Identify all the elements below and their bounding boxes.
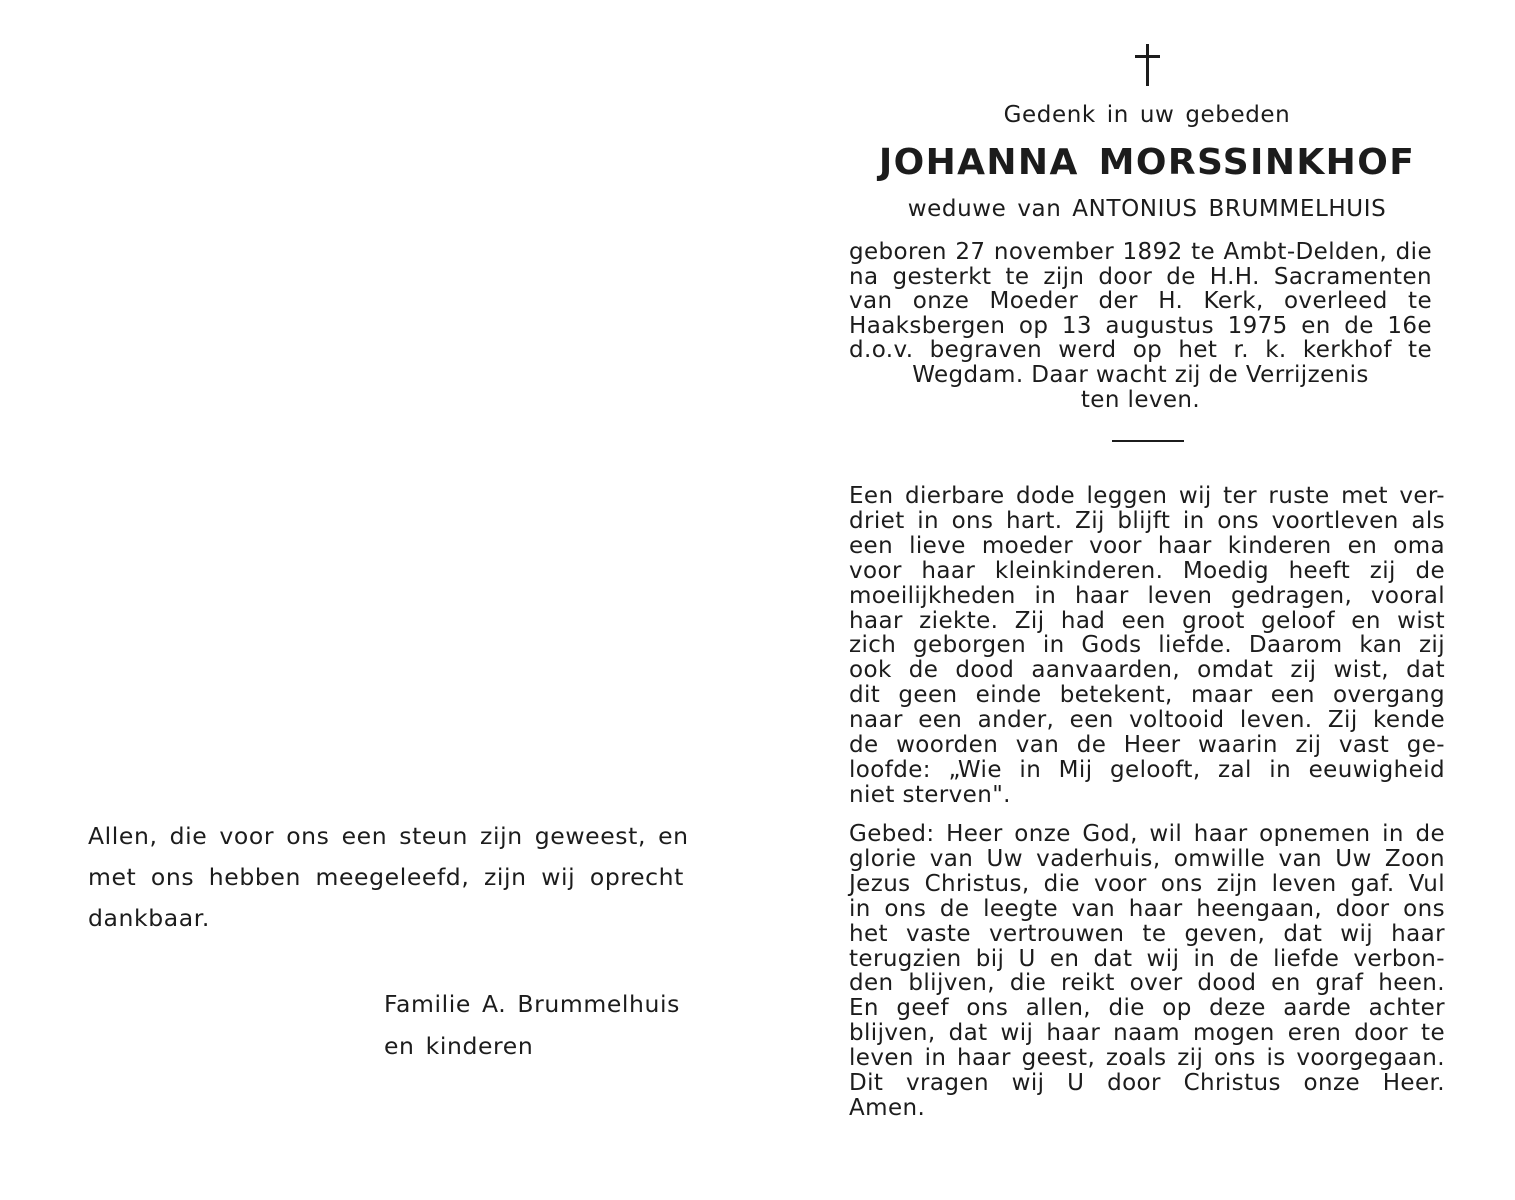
bio-line: na gesterkt te zijn door de H.H. Sacramenten — [849, 263, 1432, 290]
bio-line: Wegdam. Daar wacht zij de Verrijzenis — [912, 361, 1369, 388]
family-signature — [384, 983, 680, 1067]
memorial-line: dit geen einde betekent, maar een overgang — [849, 682, 1445, 709]
prayer-line: Jezus Christus, die voor ons zijn leven gaf. Vul — [849, 870, 1445, 897]
memorial-line: Een dierbare dode leggen wij ter ruste met ver- — [849, 483, 1445, 509]
bio-line: van onze Moeder der H. Kerk, overleed te — [849, 288, 1432, 315]
memorial-line: ook de dood aanvaarden, omdat zij wist, dat — [849, 657, 1445, 684]
prayer-line: leven in haar geest, zoals zij ons is voorgegaan. — [849, 1045, 1445, 1072]
cross-icon-vertical — [1146, 44, 1149, 86]
prayer-line: glorie van Uw vaderhuis, omwille van Uw Zoon — [849, 845, 1445, 872]
prayer-line: En geef ons allen, die op deze aarde achter — [849, 995, 1445, 1022]
memorial-line: haar ziekte. Zij had een groot geloof en wist — [849, 607, 1445, 634]
memorial-line: moeilijkheden in haar leven gedragen, vooral — [849, 582, 1445, 609]
memorial-line: loofde: „Wie in Mij gelooft, zal in eeuwigheid — [849, 756, 1445, 783]
memorial-line: zich geborgen in Gods liefde. Daarom kan zij — [849, 632, 1445, 659]
cross-icon — [1133, 44, 1163, 88]
thanks-line: dankbaar. — [88, 904, 210, 932]
bio-line: geboren 27 november 1892 te Ambt-Delden, die — [849, 239, 1432, 265]
memorial-line: een lieve moeder voor haar kinderen en oma — [849, 532, 1445, 559]
memorial-line: driet in ons hart. Zij blijft in ons voortleven als — [849, 507, 1445, 534]
memorial-line: niet sterven". — [849, 781, 1011, 808]
memorial-text — [849, 484, 1445, 808]
widow-of-text: weduwe van ANTONIUS BRUMMELHUIS — [907, 196, 1387, 222]
bio-line: d.o.v. begraven werd op het r. k. kerkhof te — [849, 337, 1432, 364]
thanks-text — [88, 816, 689, 939]
prayer-line: Dit vragen wij U door Christus onze Heer. — [849, 1070, 1445, 1097]
memorial-line: voor haar kleinkinderen. Moedig heeft zij de — [849, 557, 1445, 584]
bio-line: Haaksbergen op 13 augustus 1975 en de 16e — [849, 312, 1432, 339]
prayer-line: blijven, dat wij haar naam mogen eren door te — [849, 1020, 1445, 1047]
memorial-line: de woorden van de Heer waarin zij vast ge- — [849, 732, 1445, 759]
divider — [1112, 440, 1184, 442]
prayer-line: den blijven, die reikt over dood en graf heen. — [849, 970, 1445, 997]
prayer-line: in ons de leegte van haar heengaan, door ons — [849, 895, 1445, 922]
thanks-line: met ons hebben meegeleefd, zijn wij oprecht — [88, 863, 684, 891]
prayer-text — [849, 822, 1445, 1121]
prayer-line: Amen. — [849, 1094, 926, 1121]
prayer-line: het vaste vertrouwen te geven, dat wij haar — [849, 920, 1445, 947]
cross-icon-horizontal — [1135, 55, 1160, 58]
biography — [849, 240, 1432, 412]
prayer-line: Gebed: Heer onze God, wil haar opnemen in de — [849, 821, 1445, 847]
prayer-line: terugzien bij U en dat wij in de liefde verbon- — [849, 945, 1445, 972]
signature-line: en kinderen — [384, 1032, 534, 1060]
intro-text: Gedenk in uw gebeden — [1003, 102, 1291, 128]
bio-line: ten leven. — [1080, 386, 1201, 413]
deceased-name: JOHANNA MORSSINKHOF — [878, 142, 1416, 183]
thanks-line: Allen, die voor ons een steun zijn geweest, en — [88, 822, 689, 850]
left-page — [88, 0, 688, 1200]
memorial-line: naar een ander, een voltooid leven. Zij kende — [849, 707, 1445, 734]
signature-line: Familie A. Brummelhuis — [384, 990, 680, 1018]
right-page — [849, 0, 1445, 1200]
